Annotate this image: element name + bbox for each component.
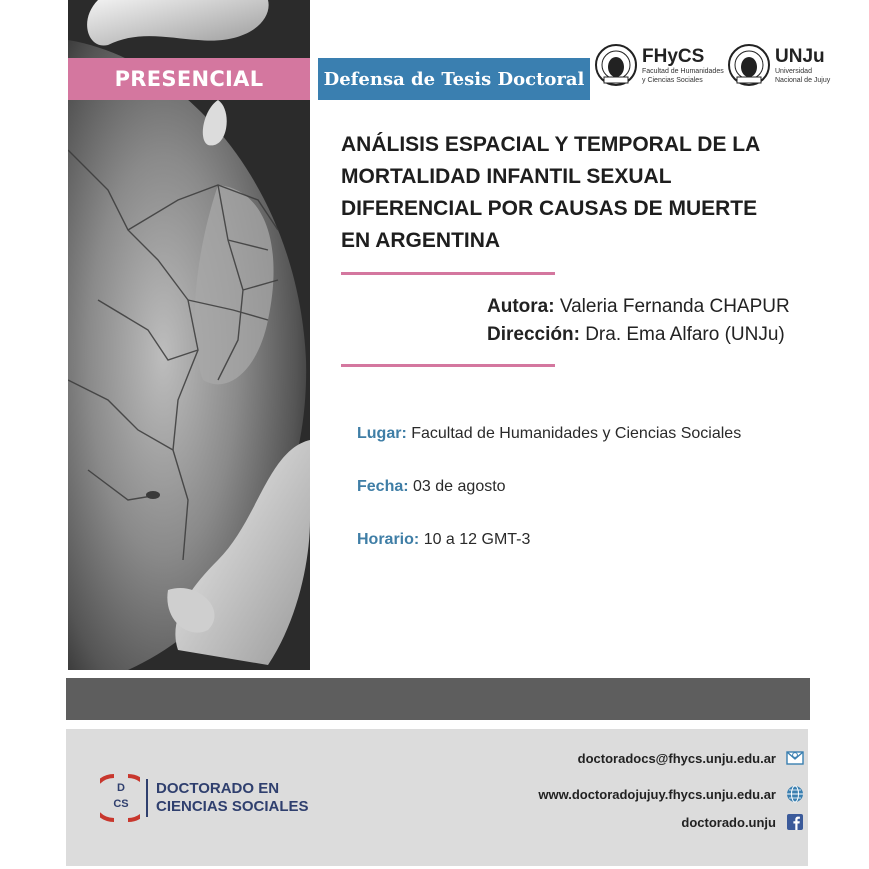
email-icon	[786, 749, 804, 767]
program-logo	[100, 774, 309, 822]
title-line-3: DIFERENCIAL POR CAUSAS DE MUERTE	[341, 197, 758, 220]
date-label: Fecha:	[357, 478, 409, 495]
date-value: 03 de agosto	[413, 478, 506, 495]
fhycs-seal-icon	[594, 43, 638, 87]
divider-top	[341, 272, 555, 275]
program-name	[156, 780, 309, 816]
title-line-2: MORTALIDAD INFANTIL SEXUAL	[341, 165, 672, 188]
program-divider	[146, 779, 148, 817]
program-mark-icon	[100, 774, 140, 822]
event-banner	[318, 58, 590, 100]
date-row	[357, 478, 506, 496]
place-value: Facultad de Humanidades y Ciencias Sociales	[411, 425, 742, 442]
belly-image	[68, 0, 310, 670]
divider-bottom	[341, 364, 555, 367]
unju-sub2: Nacional de Jujuy	[775, 76, 831, 84]
contact-website[interactable]	[538, 785, 804, 803]
mode-banner	[68, 58, 310, 100]
time-label: Horario:	[357, 531, 420, 548]
place-label: Lugar:	[357, 425, 407, 442]
fhycs-sub2: y Ciencias Sociales	[642, 76, 703, 84]
director-name: Dra. Ema Alfaro (UNJu)	[585, 324, 785, 345]
program-mark-bottom: CS	[113, 798, 129, 810]
author-name: Valeria Fernanda CHAPUR	[559, 296, 790, 317]
fhycs-name: FHyCS	[642, 45, 705, 67]
fhycs-logo	[594, 43, 724, 87]
director-label: Dirección:	[487, 324, 580, 345]
website-link[interactable]: www.doctoradojujuy.fhycs.unju.edu.ar	[538, 786, 776, 802]
time-row	[357, 531, 530, 549]
unju-sub1: Universidad	[775, 67, 812, 75]
facebook-link[interactable]: doctorado.unju	[681, 814, 776, 830]
event-label: Defensa de Tesis Doctoral	[323, 68, 585, 90]
author-row	[487, 293, 847, 321]
title-line-1: ANÁLISIS ESPACIAL Y TEMPORAL DE LA	[341, 133, 761, 156]
title-line-4: EN ARGENTINA	[341, 229, 501, 252]
facebook-icon	[786, 813, 804, 831]
unju-name: UNJu	[775, 45, 825, 67]
director-row	[487, 321, 847, 349]
program-line-2: CIENCIAS SOCIALES	[156, 798, 309, 815]
mode-label: PRESENCIAL	[114, 67, 264, 91]
unju-seal-icon	[727, 43, 771, 87]
place-row	[357, 425, 741, 443]
program-mark-top: D	[117, 782, 125, 794]
fhycs-sub1: Facultad de Humanidades	[642, 67, 724, 75]
contact-facebook[interactable]	[681, 813, 804, 831]
thesis-people	[487, 293, 847, 349]
globe-icon	[786, 785, 804, 803]
contact-email[interactable]	[578, 749, 804, 767]
dark-band	[66, 678, 810, 720]
thesis-title	[341, 129, 811, 257]
email-link[interactable]: doctoradocs@fhycs.unju.edu.ar	[577, 750, 776, 766]
unju-logo	[727, 43, 830, 87]
author-label: Autora:	[487, 296, 555, 317]
program-line-1: DOCTORADO EN	[156, 780, 280, 797]
time-value: 10 a 12 GMT-3	[423, 531, 531, 548]
hero-photo	[68, 0, 310, 670]
